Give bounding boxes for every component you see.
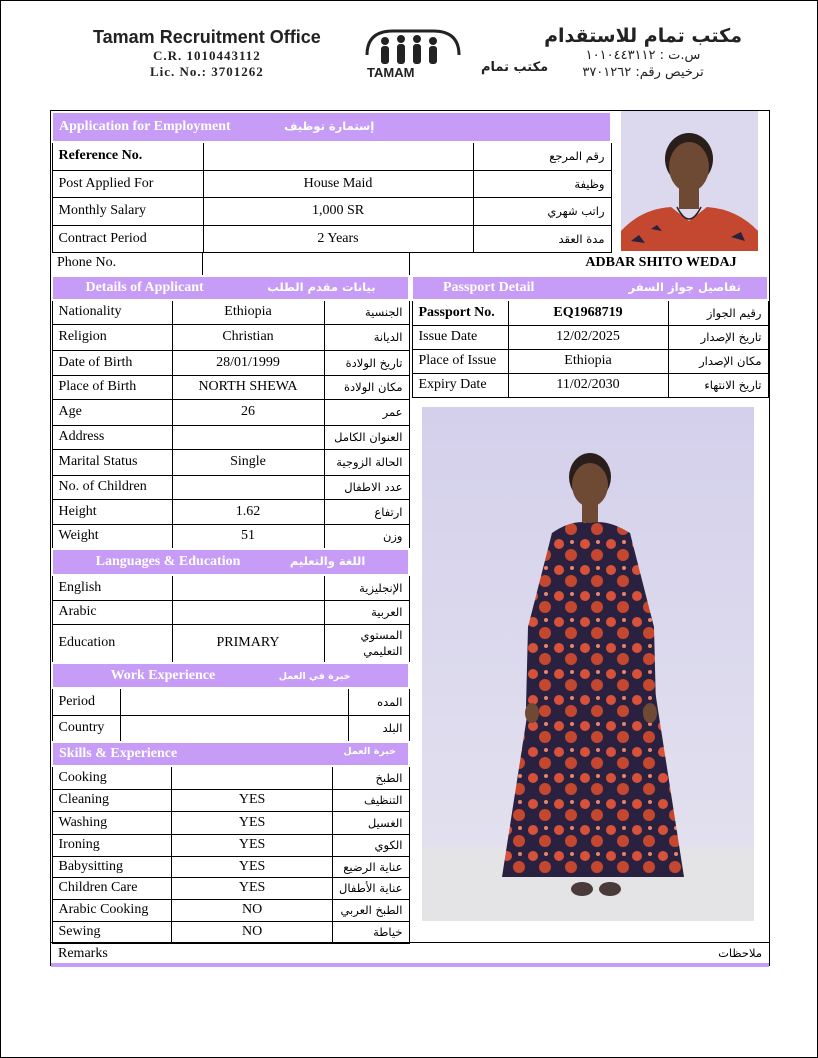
table-row <box>52 499 409 524</box>
english-label: English <box>52 575 172 600</box>
passport-no-label: Passport No. <box>412 300 508 325</box>
languages-title-en: Languages & Education <box>95 554 241 569</box>
birthplace-label-ar: مكان الولادة <box>324 375 409 399</box>
phone-table <box>51 252 410 276</box>
age-value: 26 <box>172 399 324 425</box>
table-row <box>52 170 611 197</box>
arabic-label: Arabic <box>52 600 172 624</box>
weight-value: 51 <box>172 524 324 548</box>
details-table <box>51 275 410 549</box>
period-label-ar: المده <box>348 688 409 715</box>
ironing-label: Ironing <box>52 834 172 856</box>
cleaning-value: YES <box>172 789 333 811</box>
address-label: Address <box>52 425 172 449</box>
table-row <box>412 325 768 349</box>
details-title-bar <box>52 276 409 300</box>
arabic-label-ar: العربية <box>324 600 409 624</box>
children-care-label: Children Care <box>52 877 172 899</box>
table-row <box>412 300 768 325</box>
address-value <box>172 425 324 449</box>
application-title-ar: إستمارة توظيف <box>284 119 375 133</box>
table-row <box>52 856 409 877</box>
children-care-label-ar: عناية الأطفال <box>333 877 409 899</box>
cr-number-en: C.R. 1010443112 <box>152 48 261 63</box>
arabic-cooking-label-ar: الطبخ العربي <box>333 899 409 921</box>
weight-label: Weight <box>52 524 172 548</box>
marital-label: Marital Status <box>52 449 172 475</box>
dob-label: Date of Birth <box>52 350 172 375</box>
period-value <box>120 688 348 715</box>
sewing-value: NO <box>172 921 333 943</box>
nationality-label-ar: الجنسية <box>324 300 409 324</box>
table-row <box>52 715 409 741</box>
remarks-label-ar: ملاحظات <box>718 946 762 960</box>
weight-label-ar: وزن <box>324 524 409 548</box>
religion-label-ar: الديانة <box>324 324 409 350</box>
table-row <box>52 399 409 425</box>
table-row <box>52 766 409 789</box>
cleaning-label: Cleaning <box>52 789 172 811</box>
table-row <box>52 834 409 856</box>
babysitting-value: YES <box>172 856 333 877</box>
height-value: 1.62 <box>172 499 324 524</box>
skills-table <box>51 741 410 944</box>
post-label-ar: وظيفة <box>473 170 611 197</box>
languages-title-ar: اللغة والتعليم <box>289 554 366 568</box>
table-row <box>52 197 611 225</box>
birthplace-label: Place of Birth <box>52 375 172 399</box>
babysitting-label-ar: عناية الرضيع <box>333 856 409 877</box>
table-row <box>52 524 409 548</box>
table-row <box>52 575 409 600</box>
table-row <box>52 350 409 375</box>
age-label: Age <box>52 399 172 425</box>
contract-value: 2 Years <box>203 225 473 252</box>
reference-value <box>203 142 473 170</box>
phone-value <box>202 252 410 275</box>
ironing-label-ar: الكوي <box>333 834 409 856</box>
company-name-en: Tamam Recruitment Office <box>93 27 321 47</box>
table-row <box>52 688 409 715</box>
religion-value: Christian <box>172 324 324 350</box>
reference-label: Reference No. <box>52 142 203 170</box>
languages-table <box>51 548 410 663</box>
ironing-value: YES <box>172 834 333 856</box>
full-body-photo <box>422 407 754 921</box>
contract-label-ar: مدة العقد <box>473 225 611 252</box>
expiry-date-label: Expiry Date <box>412 373 508 397</box>
period-label: Period <box>52 688 120 715</box>
education-label: Education <box>52 624 172 662</box>
applicant-name: ADBAR SHITO WEDAJ <box>585 255 737 270</box>
languages-title-bar <box>52 549 409 575</box>
sewing-label: Sewing <box>52 921 172 943</box>
table-row <box>52 789 409 811</box>
religion-label: Religion <box>52 324 172 350</box>
application-table <box>51 111 612 253</box>
table-row <box>52 375 409 399</box>
table-row <box>52 142 611 170</box>
license-number-en: Lic. No.: 3701262 <box>149 64 264 79</box>
table-row <box>52 449 409 475</box>
logo-text-en: TAMAM <box>367 65 415 80</box>
dob-label-ar: تاريخ الولادة <box>324 350 409 375</box>
work-title-ar: خبرة في العمل <box>278 670 351 682</box>
dob-value: 28/01/1999 <box>172 350 324 375</box>
salary-value: 1,000 SR <box>203 197 473 225</box>
address-label-ar: العنوان الكامل <box>324 425 409 449</box>
table-row <box>52 225 611 252</box>
cr-number-ar: س.ت : ١٠١٠٤٤٣١١٢ <box>585 48 701 63</box>
english-label-ar: الإنجليزية <box>324 575 409 600</box>
passport-no-value: EQ1968719 <box>508 300 668 325</box>
nationality-label: Nationality <box>52 300 172 324</box>
expiry-date-label-ar: تاريخ الانتهاء <box>668 373 768 397</box>
passport-no-label-ar: رقيم الجواز <box>668 300 768 325</box>
passport-table <box>411 275 769 398</box>
work-table <box>51 662 410 742</box>
expiry-date-value: 11/02/2030 <box>508 373 668 397</box>
table-row <box>52 921 409 943</box>
issue-date-value: 12/02/2025 <box>508 325 668 349</box>
washing-value: YES <box>172 811 333 834</box>
education-label-ar: المستوي التعليمي <box>324 624 409 662</box>
children-label: No. of Children <box>52 475 172 499</box>
table-row <box>52 624 409 662</box>
birthplace-value: NORTH SHEWA <box>172 375 324 399</box>
issue-date-label: Issue Date <box>412 325 508 349</box>
country-label: Country <box>52 715 120 741</box>
cooking-label: Cooking <box>52 766 172 789</box>
sewing-label-ar: خياطة <box>333 921 409 943</box>
remarks-bar <box>51 963 769 967</box>
children-value <box>172 475 324 499</box>
skills-title-bar <box>52 742 409 766</box>
arabic-cooking-value: NO <box>172 899 333 921</box>
nationality-value: Ethiopia <box>172 300 324 324</box>
table-row <box>52 300 409 324</box>
height-label: Height <box>52 499 172 524</box>
arabic-cooking-label: Arabic Cooking <box>52 899 172 921</box>
post-label: Post Applied For <box>52 170 203 197</box>
contract-label: Contract Period <box>52 225 203 252</box>
phone-label: Phone No. <box>51 252 202 275</box>
passport-title-bar <box>412 276 768 300</box>
children-label-ar: عدد الاطفال <box>324 475 409 499</box>
cooking-label-ar: الطبخ <box>333 766 409 789</box>
application-title-en: Application for Employment <box>59 119 231 134</box>
issue-place-label: Place of Issue <box>412 349 508 373</box>
table-row <box>52 600 409 624</box>
table-row <box>52 425 409 449</box>
passport-title-ar: تفاصيل جواز السفر <box>628 280 741 294</box>
salary-label-ar: راتب شهري <box>473 197 611 225</box>
reference-label-ar: رقم المرجع <box>473 142 611 170</box>
company-name-ar: مكتب تمام للاستقدام <box>544 25 742 47</box>
table-row <box>52 811 409 834</box>
issue-date-label-ar: تاريخ الإصدار <box>668 325 768 349</box>
passport-title-en: Passport Detail <box>443 280 535 295</box>
table-row <box>52 899 409 921</box>
skills-title-en: Skills & Experience <box>59 746 178 761</box>
company-header-ar <box>544 25 742 81</box>
issue-place-value: Ethiopia <box>508 349 668 373</box>
washing-label: Washing <box>52 811 172 834</box>
details-title-en: Details of Applicant <box>85 280 204 295</box>
country-value <box>120 715 348 741</box>
marital-label-ar: الحالة الزوجية <box>324 449 409 475</box>
children-care-value: YES <box>172 877 333 899</box>
country-label-ar: البلد <box>348 715 409 741</box>
portrait-photo <box>621 111 758 251</box>
logo-text-ar: مكتب تمام <box>481 60 549 75</box>
table-row <box>52 324 409 350</box>
salary-label: Monthly Salary <box>52 197 203 225</box>
company-header-en <box>93 27 321 80</box>
height-label-ar: ارتفاع <box>324 499 409 524</box>
english-value <box>172 575 324 600</box>
remarks-row <box>51 942 769 964</box>
issue-place-label-ar: مكان الإصدار <box>668 349 768 373</box>
age-label-ar: عمر <box>324 399 409 425</box>
work-title-en: Work Experience <box>110 667 216 683</box>
arabic-value <box>172 600 324 624</box>
education-value: PRIMARY <box>172 624 324 662</box>
cooking-value <box>172 766 333 789</box>
application-title-bar <box>52 112 611 142</box>
table-row <box>412 373 768 397</box>
work-title-bar <box>52 663 409 688</box>
skills-title-ar: خبرة العمل <box>343 746 396 757</box>
details-title-ar: بيانات مقدم الطلب <box>267 280 376 294</box>
table-row <box>52 475 409 499</box>
company-logo <box>363 25 549 80</box>
washing-label-ar: الغسيل <box>333 811 409 834</box>
license-number-ar: ترخيص رقم: ٣٧٠١٢٦٢ <box>582 65 704 80</box>
table-row <box>52 877 409 899</box>
cleaning-label-ar: التنظيف <box>333 789 409 811</box>
post-value: House Maid <box>203 170 473 197</box>
table-row <box>412 349 768 373</box>
marital-value: Single <box>172 449 324 475</box>
babysitting-label: Babysitting <box>52 856 172 877</box>
remarks-label: Remarks <box>58 946 108 961</box>
